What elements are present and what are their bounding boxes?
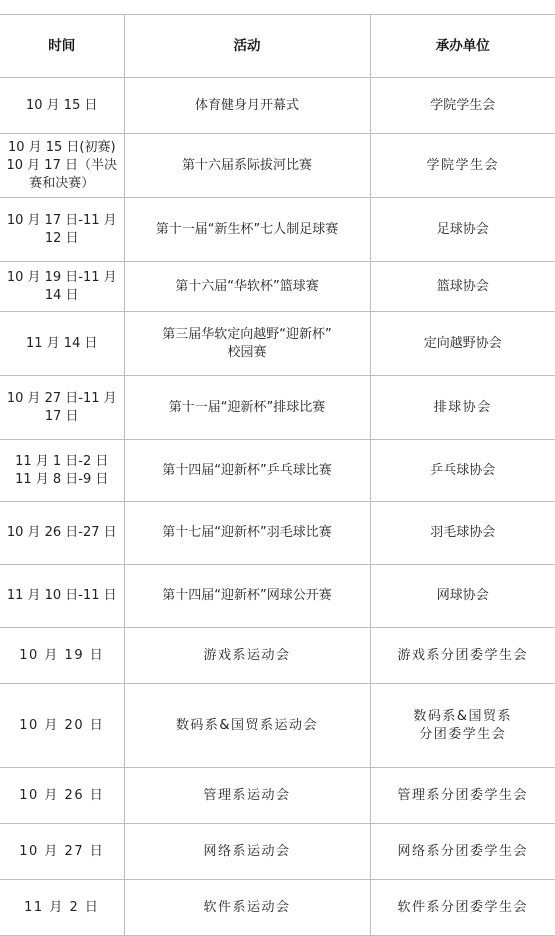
cell-time: 10 月 27 日 bbox=[0, 824, 124, 880]
table-row bbox=[0, 824, 555, 880]
cell-time: 10 月 27 日-11 月 17 日 bbox=[0, 376, 124, 440]
cell-time: 11 月 1 日-2 日 11 月 8 日-9 日 bbox=[0, 440, 124, 502]
cell-organizer: 学院学生会 bbox=[370, 134, 555, 198]
table-row bbox=[0, 262, 555, 312]
cell-time: 10 月 17 日-11 月 12 日 bbox=[0, 198, 124, 262]
table-row bbox=[0, 502, 555, 565]
header-organizer: 承办单位 bbox=[370, 15, 555, 78]
cell-activity: 第十七届“迎新杯”羽毛球比赛 bbox=[124, 502, 370, 565]
cell-organizer: 数码系&国贸系 分团委学生会 bbox=[370, 684, 555, 768]
table-row bbox=[0, 880, 555, 936]
cell-activity: 第十一届“迎新杯”排球比赛 bbox=[124, 376, 370, 440]
cell-organizer: 排球协会 bbox=[370, 376, 555, 440]
schedule-table bbox=[0, 14, 555, 936]
cell-time: 10 月 19 日 bbox=[0, 628, 124, 684]
cell-organizer: 游戏系分团委学生会 bbox=[370, 628, 555, 684]
cell-organizer: 足球协会 bbox=[370, 198, 555, 262]
cell-time: 10 月 26 日 bbox=[0, 768, 124, 824]
table-row bbox=[0, 565, 555, 628]
table-row bbox=[0, 628, 555, 684]
cell-activity: 第三届华软定向越野“迎新杯” 校园赛 bbox=[124, 312, 370, 376]
cell-activity: 第十四届“迎新杯”乒乓球比赛 bbox=[124, 440, 370, 502]
cell-organizer: 定向越野协会 bbox=[370, 312, 555, 376]
cell-time: 11 月 10 日-11 日 bbox=[0, 565, 124, 628]
cell-time: 11 月 14 日 bbox=[0, 312, 124, 376]
cell-activity: 管理系运动会 bbox=[124, 768, 370, 824]
cell-organizer: 网络系分团委学生会 bbox=[370, 824, 555, 880]
table-row bbox=[0, 198, 555, 262]
header-activity: 活动 bbox=[124, 15, 370, 78]
cell-organizer: 软件系分团委学生会 bbox=[370, 880, 555, 936]
table-row bbox=[0, 684, 555, 768]
cell-organizer: 篮球协会 bbox=[370, 262, 555, 312]
cell-time: 10 月 26 日-27 日 bbox=[0, 502, 124, 565]
table-row bbox=[0, 440, 555, 502]
cell-activity: 第十一届“新生杯”七人制足球赛 bbox=[124, 198, 370, 262]
cell-time: 11 月 2 日 bbox=[0, 880, 124, 936]
cell-activity: 网络系运动会 bbox=[124, 824, 370, 880]
cell-activity: 数码系&国贸系运动会 bbox=[124, 684, 370, 768]
cell-organizer: 管理系分团委学生会 bbox=[370, 768, 555, 824]
table-row bbox=[0, 312, 555, 376]
cell-organizer: 网球协会 bbox=[370, 565, 555, 628]
table-row bbox=[0, 376, 555, 440]
table-row bbox=[0, 78, 555, 134]
header-time: 时间 bbox=[0, 15, 124, 78]
cell-organizer: 学院学生会 bbox=[370, 78, 555, 134]
cell-time: 10 月 15 日 bbox=[0, 78, 124, 134]
header-row bbox=[0, 15, 555, 78]
cell-activity: 体育健身月开幕式 bbox=[124, 78, 370, 134]
table-row bbox=[0, 134, 555, 198]
cell-activity: 游戏系运动会 bbox=[124, 628, 370, 684]
cell-organizer: 乒乓球协会 bbox=[370, 440, 555, 502]
cell-activity: 第十六届系际拔河比赛 bbox=[124, 134, 370, 198]
cell-time: 10 月 19 日-11 月 14 日 bbox=[0, 262, 124, 312]
cell-activity: 第十六届“华软杯”篮球赛 bbox=[124, 262, 370, 312]
cell-time: 10 月 15 日(初赛) 10 月 17 日（半决 赛和决赛） bbox=[0, 134, 124, 198]
cell-time: 10 月 20 日 bbox=[0, 684, 124, 768]
table-row bbox=[0, 768, 555, 824]
cell-activity: 软件系运动会 bbox=[124, 880, 370, 936]
cell-organizer: 羽毛球协会 bbox=[370, 502, 555, 565]
cell-activity: 第十四届“迎新杯”网球公开赛 bbox=[124, 565, 370, 628]
